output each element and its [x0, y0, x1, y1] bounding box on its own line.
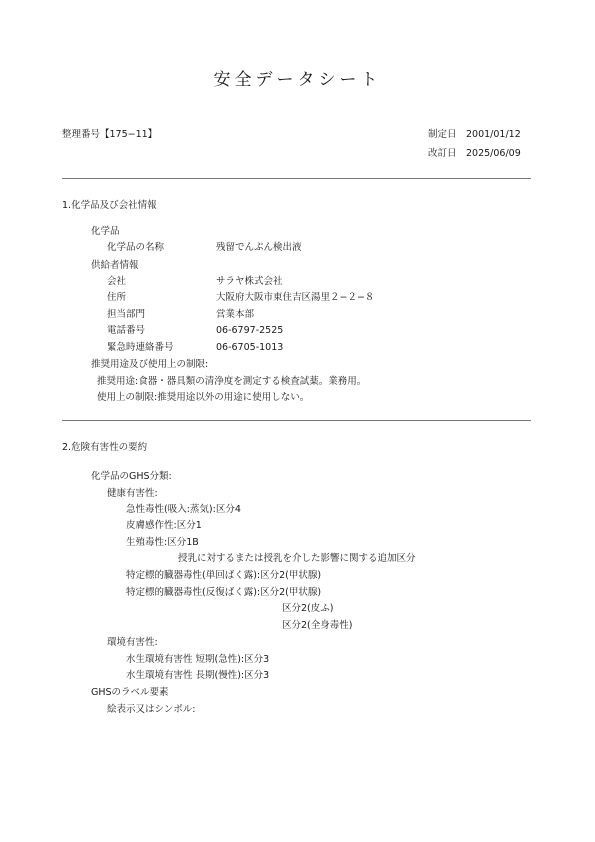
divider [62, 178, 531, 179]
document-title: 安全データシート [213, 70, 382, 90]
stot-repeated-skin: 区分2(皮ふ) [282, 603, 334, 614]
use-heading: 推奨用途及び使用上の制限: [91, 359, 209, 370]
phone-label: 電話番号 [107, 325, 146, 336]
emergency-label: 緊急時連絡番号 [107, 342, 174, 353]
stot-repeated-exposure: 特定標的臓器毒性(反復ばく露):区分2(甲状腺) [126, 587, 322, 598]
product-name-label: 化学品の名称 [107, 242, 165, 253]
address-label: 住所 [107, 292, 127, 303]
recommended-use: 推奨用途:食器・器具類の清浄度を測定する検査試薬。業務用。 [97, 376, 367, 387]
section-1-heading: 1.化学品及び会社情報 [62, 200, 157, 211]
ghs-label-elements: GHSのラベル要素 [91, 687, 169, 698]
divider [62, 420, 531, 421]
company-name: サラヤ株式会社 [216, 276, 283, 287]
created-date: 2001/01/12 [466, 129, 521, 140]
skin-sensitization: 皮膚感作性:区分1 [126, 520, 202, 531]
lactation-effects: 授乳に対するまたは授乳を介した影響に関する追加区分 [178, 553, 416, 564]
aquatic-chronic-hazard: 水生環境有害性 長期(慢性):区分3 [126, 670, 270, 681]
product-name: 残留でんぷん検出液 [216, 242, 302, 253]
reproductive-toxicity: 生殖毒性:区分1B [126, 537, 199, 548]
chemical-label: 化学品 [91, 226, 120, 237]
use-restriction: 使用上の制限:推奨用途以外の用途に使用しない。 [97, 392, 310, 403]
section-2-heading: 2.危険有害性の要約 [62, 442, 148, 453]
aquatic-acute-hazard: 水生環境有害性 短期(急性):区分3 [126, 654, 270, 665]
supplier-label: 供給者情報 [91, 260, 139, 271]
revised-date-label: 改訂日 [428, 148, 457, 159]
stot-single-exposure: 特定標的臓器毒性(単回ばく露):区分2(甲状腺) [126, 570, 322, 581]
phone-number: 06-6797-2525 [216, 325, 284, 336]
revised-date: 2025/06/09 [466, 148, 521, 159]
company-label: 会社 [107, 276, 127, 287]
address: 大阪府大阪市東住吉区湯里２−２−８ [216, 292, 375, 303]
acute-toxicity: 急性毒性(吸入:蒸気):区分4 [126, 504, 241, 515]
health-hazards-label: 健康有害性: [107, 488, 158, 499]
created-date-label: 制定日 [428, 129, 457, 140]
reference-number: 整理番号【175−11】 [62, 129, 158, 140]
stot-repeated-systemic: 区分2(全身毒性) [282, 620, 353, 631]
emergency-number: 06-6705-1013 [216, 342, 284, 353]
pictograms-label: 絵表示又はシンボル: [107, 704, 196, 715]
environmental-hazards-label: 環境有害性: [107, 637, 158, 648]
department-label: 担当部門 [107, 309, 146, 320]
department: 営業本部 [216, 309, 255, 320]
ghs-classification-label: 化学品のGHS分類: [91, 471, 172, 482]
